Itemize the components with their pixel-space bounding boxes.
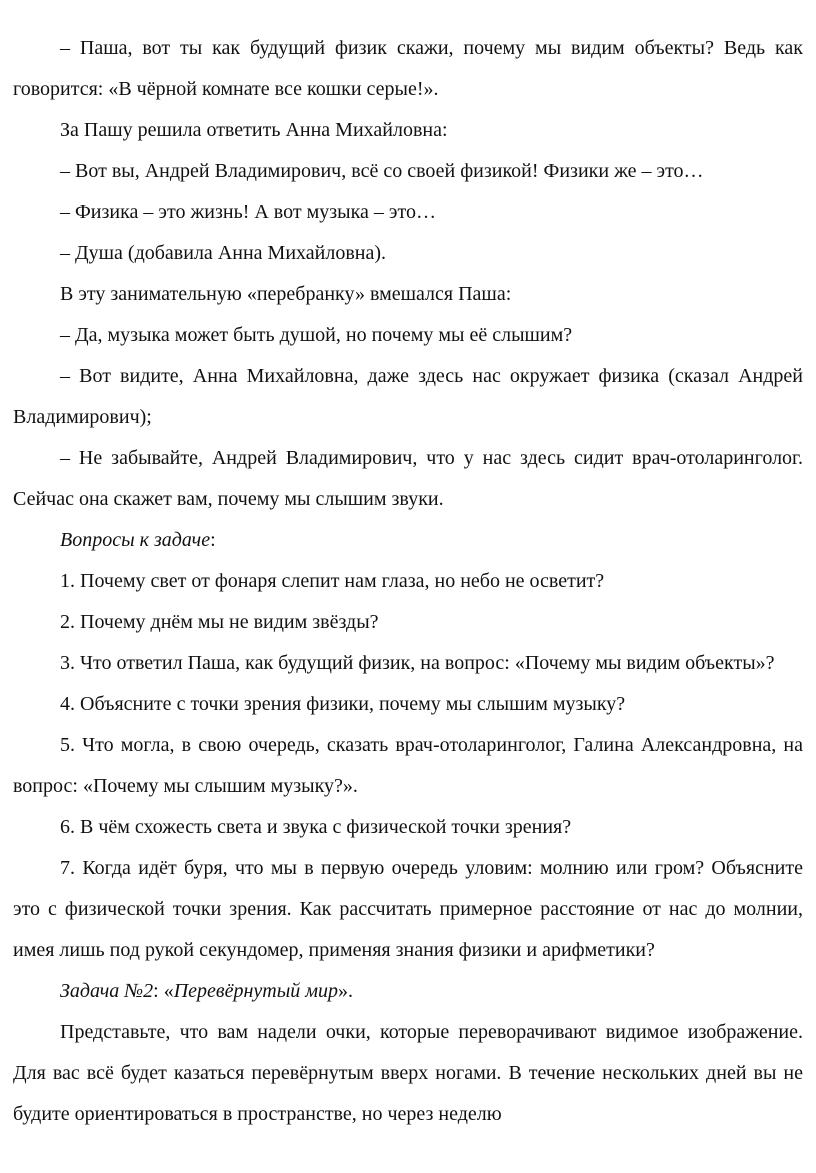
questions-heading-colon: : [210, 529, 216, 551]
dialogue-line-2: За Пашу решила ответить Анна Михайловна: [60, 119, 448, 141]
task-2-paragraph: Представьте, что вам надели очки, которые переворачивают видимое изображение. Для вас всё будет казаться перевёрнутым вверх ногами. В течение нескольких дней вы не будите ориентироваться в пространстве, но через неделю [13, 1021, 803, 1125]
task-2-label: Задача №2 [60, 980, 154, 1002]
dialogue-line-5: – Душа (добавила Анна Михайловна). [60, 242, 387, 264]
dialogue-line-4: – Физика – это жизнь! А вот музыка – это… [60, 201, 436, 223]
document-page [13, 28, 803, 1135]
dialogue-line-3: – Вот вы, Андрей Владимирович, всё со своей физикой! Физики же – это… [60, 160, 704, 182]
task-2-title: Перевёрнутый мир [173, 980, 339, 1002]
dialogue-line-1: – Паша, вот ты как будущий физик скажи, почему мы видим объекты? Ведь как говорится: «В чёрной комнате все кошки серые!». [13, 37, 803, 100]
question-7: 7. Когда идёт буря, что мы в первую очередь уловим: молнию или гром? Объясните это с физической точки зрения. Как рассчитать примерное расстояние от нас до молнии, имея лишь под рукой секундомер, применяя знания физики и арифметики? [13, 857, 803, 961]
questions-heading-text: Вопросы к задаче [60, 529, 211, 551]
dialogue-line-6: В эту занимательную «перебранку» вмешался Паша: [60, 283, 512, 305]
task-2-separator: : « [153, 980, 174, 1002]
question-6: 6. В чём схожесть света и звука с физической точки зрения? [60, 816, 572, 838]
question-5: 5. Что могла, в свою очередь, сказать врач-отоларинголог, Галина Александровна, на вопрос: «Почему мы слышим музыку?». [13, 734, 803, 797]
question-1: 1. Почему свет от фонаря слепит нам глаза, но небо не осветит? [60, 570, 605, 592]
dialogue-line-7: – Да, музыка может быть душой, но почему мы её слышим? [60, 324, 573, 346]
dialogue-line-8: – Вот видите, Анна Михайловна, даже здесь нас окружает физика (сказал Андрей Владимирович); [13, 365, 803, 428]
task-2-closing: ». [338, 980, 354, 1002]
question-3: 3. Что ответил Паша, как будущий физик, на вопрос: «Почему мы видим объекты»? [60, 652, 775, 674]
questions-heading [13, 520, 803, 561]
question-2: 2. Почему днём мы не видим звёзды? [60, 611, 379, 633]
task-2-heading [13, 971, 803, 1012]
question-4: 4. Объясните с точки зрения физики, почему мы слышим музыку? [60, 693, 626, 715]
dialogue-line-9: – Не забывайте, Андрей Владимирович, что у нас здесь сидит врач-отоларинголог. Сейчас она скажет вам, почему мы слышим звуки. [13, 447, 803, 510]
